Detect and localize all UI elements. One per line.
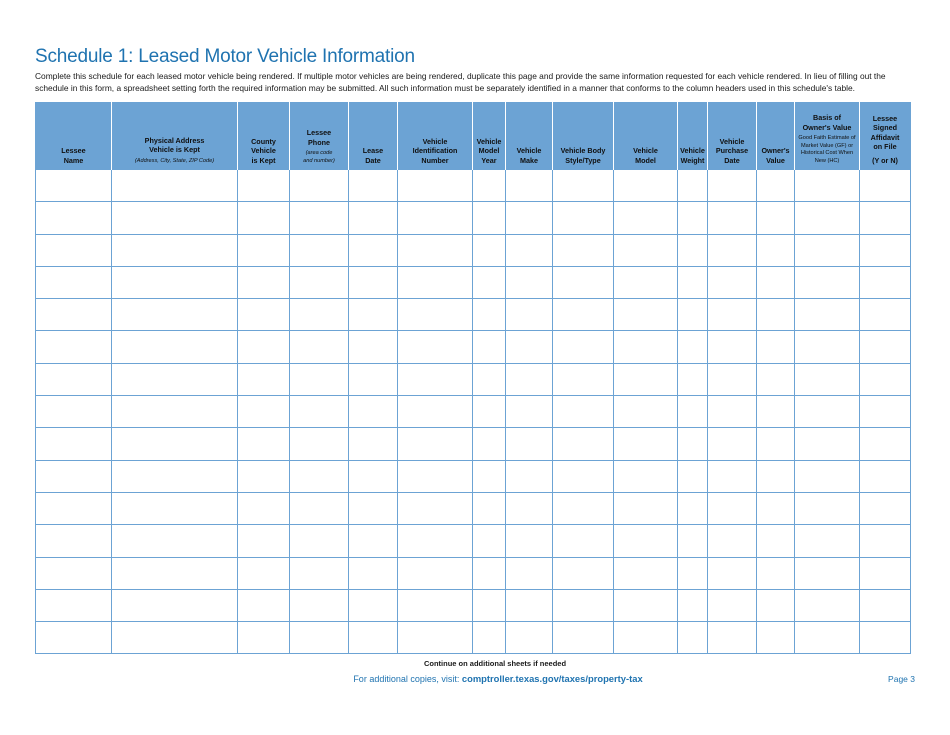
table-cell[interactable] — [708, 234, 757, 266]
table-cell[interactable] — [795, 266, 860, 298]
table-cell[interactable] — [349, 170, 398, 202]
table-row — [36, 589, 911, 621]
table-cell[interactable] — [36, 525, 112, 557]
table-cell[interactable] — [553, 396, 614, 428]
table-cell[interactable] — [708, 202, 757, 234]
table-cell[interactable] — [708, 492, 757, 524]
table-cell[interactable] — [795, 299, 860, 331]
table-cell[interactable] — [795, 428, 860, 460]
column-header — [112, 102, 238, 170]
table-cell[interactable] — [238, 234, 290, 266]
instructions-paragraph: Complete this schedule for each leased motor vehicle being rendered. If multiple motor vehicles are being rendered, duplicate this page and provide the same information requested for each vehicle rendered. In lieu of filling out the schedule in this form, a spreadsheet setting forth the required information may be submitted. All such information must be separately identified in a manner that conforms to the column headers used in this schedule's table. — [35, 71, 886, 93]
table-cell[interactable] — [553, 525, 614, 557]
column-header — [238, 102, 290, 170]
table-cell[interactable] — [757, 299, 795, 331]
table-cell[interactable] — [112, 363, 238, 395]
table-row — [36, 266, 911, 298]
table-cell[interactable] — [473, 428, 506, 460]
table-cell[interactable] — [614, 622, 678, 654]
table-cell[interactable] — [398, 202, 473, 234]
table-cell[interactable] — [757, 266, 795, 298]
table-cell[interactable] — [860, 234, 911, 266]
table-cell[interactable] — [506, 299, 553, 331]
table-cell[interactable] — [506, 492, 553, 524]
column-header — [860, 102, 911, 170]
table-cell[interactable] — [398, 557, 473, 589]
table-row — [36, 396, 911, 428]
table-cell[interactable] — [290, 525, 349, 557]
table-cell[interactable] — [708, 525, 757, 557]
table-cell[interactable] — [506, 266, 553, 298]
table-cell[interactable] — [112, 202, 238, 234]
table-cell[interactable] — [398, 396, 473, 428]
column-header — [349, 102, 398, 170]
table-cell[interactable] — [795, 525, 860, 557]
table-cell[interactable] — [349, 202, 398, 234]
table-row — [36, 170, 911, 202]
column-header-label: Vehicle Identification Number — [412, 136, 458, 165]
column-header-note: (area code and number) — [303, 150, 335, 164]
table-cell[interactable] — [290, 622, 349, 654]
table-cell[interactable] — [678, 234, 708, 266]
table-cell[interactable] — [506, 525, 553, 557]
table-cell[interactable] — [860, 589, 911, 621]
table-cell[interactable] — [290, 266, 349, 298]
column-header-label: Vehicle Purchase Date — [715, 136, 749, 165]
table-cell[interactable] — [349, 299, 398, 331]
table-cell[interactable] — [860, 557, 911, 589]
table-cell[interactable] — [238, 170, 290, 202]
table-row — [36, 299, 911, 331]
table-cell[interactable] — [860, 525, 911, 557]
table-cell[interactable] — [553, 331, 614, 363]
table-cell[interactable] — [398, 589, 473, 621]
table-cell[interactable] — [112, 525, 238, 557]
table-row — [36, 557, 911, 589]
table-cell[interactable] — [757, 170, 795, 202]
table-cell[interactable] — [473, 299, 506, 331]
column-header-label: County Vehicle is Kept — [251, 136, 276, 165]
table-cell[interactable] — [795, 234, 860, 266]
table-cell[interactable] — [614, 525, 678, 557]
column-header-note: (Address, City, State, ZIP Code) — [134, 157, 215, 164]
table-cell[interactable] — [398, 331, 473, 363]
table-cell[interactable] — [473, 331, 506, 363]
table-cell[interactable] — [238, 557, 290, 589]
table-cell[interactable] — [708, 170, 757, 202]
column-header — [757, 102, 795, 170]
table-cell[interactable] — [678, 589, 708, 621]
table-cell[interactable] — [349, 234, 398, 266]
table-cell[interactable] — [349, 622, 398, 654]
table-cell[interactable] — [290, 589, 349, 621]
column-header-note: Good Faith Estimate of Market Value (GF) or Historical Cost When New (HC) — [798, 135, 856, 164]
table-cell[interactable] — [757, 492, 795, 524]
table-row — [36, 202, 911, 234]
table-cell[interactable] — [614, 589, 678, 621]
copies-url-link[interactable]: comptroller.texas.gov/taxes/property-tax — [461, 673, 643, 684]
table-cell[interactable] — [795, 170, 860, 202]
table-cell[interactable] — [238, 525, 290, 557]
table-cell[interactable] — [112, 331, 238, 363]
table-cell[interactable] — [349, 396, 398, 428]
table-cell[interactable] — [349, 557, 398, 589]
table-cell[interactable] — [36, 428, 112, 460]
table-cell[interactable] — [708, 363, 757, 395]
table-cell[interactable] — [614, 428, 678, 460]
table-cell[interactable] — [708, 396, 757, 428]
table-row — [36, 331, 911, 363]
table-cell[interactable] — [506, 170, 553, 202]
table-cell[interactable] — [553, 589, 614, 621]
table-cell[interactable] — [757, 331, 795, 363]
table-cell[interactable] — [678, 331, 708, 363]
table-cell[interactable] — [290, 299, 349, 331]
table-body — [36, 170, 911, 654]
table-cell[interactable] — [860, 396, 911, 428]
table-cell[interactable] — [678, 622, 708, 654]
table-cell[interactable] — [678, 363, 708, 395]
table-cell[interactable] — [614, 170, 678, 202]
table-cell[interactable] — [678, 460, 708, 492]
table-cell[interactable] — [473, 589, 506, 621]
table-cell[interactable] — [473, 266, 506, 298]
column-header — [290, 102, 349, 170]
table-cell[interactable] — [398, 299, 473, 331]
table-cell[interactable] — [290, 202, 349, 234]
table-cell[interactable] — [238, 589, 290, 621]
table-cell[interactable] — [290, 492, 349, 524]
table-cell[interactable] — [473, 557, 506, 589]
copies-prefix: For additional copies, visit: — [353, 674, 462, 684]
table-cell[interactable] — [473, 170, 506, 202]
table-cell[interactable] — [238, 202, 290, 234]
table-cell[interactable] — [36, 492, 112, 524]
table-cell[interactable] — [506, 557, 553, 589]
table-cell[interactable] — [678, 202, 708, 234]
table-cell[interactable] — [398, 525, 473, 557]
table-cell[interactable] — [757, 525, 795, 557]
table-cell[interactable] — [506, 589, 553, 621]
table-cell[interactable] — [860, 363, 911, 395]
table-cell[interactable] — [36, 460, 112, 492]
table-cell[interactable] — [36, 331, 112, 363]
table-cell[interactable] — [36, 589, 112, 621]
table-cell[interactable] — [238, 428, 290, 460]
table-cell[interactable] — [473, 492, 506, 524]
table-cell[interactable] — [795, 363, 860, 395]
table-row — [36, 428, 911, 460]
table-cell[interactable] — [238, 492, 290, 524]
table-cell[interactable] — [112, 460, 238, 492]
table-cell[interactable] — [553, 299, 614, 331]
table-row — [36, 460, 911, 492]
column-header — [506, 102, 553, 170]
table-cell[interactable] — [757, 202, 795, 234]
column-header — [795, 102, 860, 170]
table-cell[interactable] — [506, 622, 553, 654]
table-cell[interactable] — [290, 363, 349, 395]
column-header-label: Vehicle Model Year — [476, 136, 502, 165]
table-cell[interactable] — [614, 557, 678, 589]
table-cell[interactable] — [112, 234, 238, 266]
table-cell[interactable] — [757, 396, 795, 428]
table-cell[interactable] — [614, 331, 678, 363]
table-cell[interactable] — [553, 202, 614, 234]
table-cell[interactable] — [36, 363, 112, 395]
table-cell[interactable] — [553, 428, 614, 460]
table-cell[interactable] — [708, 266, 757, 298]
table-cell[interactable] — [860, 331, 911, 363]
table-cell[interactable] — [290, 331, 349, 363]
table-cell[interactable] — [795, 331, 860, 363]
table-cell[interactable] — [36, 234, 112, 266]
column-header — [36, 102, 112, 170]
table-cell[interactable] — [112, 622, 238, 654]
table-cell[interactable] — [708, 428, 757, 460]
table-cell[interactable] — [36, 170, 112, 202]
table-cell[interactable] — [506, 331, 553, 363]
table-cell[interactable] — [678, 492, 708, 524]
column-header-label: Vehicle Make — [516, 146, 542, 165]
table-cell[interactable] — [678, 299, 708, 331]
table-cell[interactable] — [473, 234, 506, 266]
table-cell[interactable] — [398, 363, 473, 395]
table-cell[interactable] — [757, 460, 795, 492]
table-cell[interactable] — [349, 460, 398, 492]
column-header-label: Basis of Owner's Value — [802, 113, 852, 132]
column-header-label: Physical Address Vehicle is Kept — [144, 135, 205, 154]
table-cell[interactable] — [553, 622, 614, 654]
table-cell[interactable] — [290, 428, 349, 460]
page-number: Page 3 — [888, 674, 915, 684]
table-cell[interactable] — [238, 266, 290, 298]
table-cell[interactable] — [757, 589, 795, 621]
column-header-label: Lease Date — [362, 146, 384, 165]
table-cell[interactable] — [473, 396, 506, 428]
table-row — [36, 234, 911, 266]
column-header — [553, 102, 614, 170]
table-cell[interactable] — [290, 170, 349, 202]
table-cell[interactable] — [238, 331, 290, 363]
column-header-label: Vehicle Model — [633, 146, 658, 165]
table-cell[interactable] — [398, 170, 473, 202]
table-cell[interactable] — [290, 460, 349, 492]
table-cell[interactable] — [112, 299, 238, 331]
table-cell[interactable] — [757, 363, 795, 395]
table-cell[interactable] — [708, 460, 757, 492]
table-cell[interactable] — [860, 170, 911, 202]
table-cell[interactable] — [506, 363, 553, 395]
table-cell[interactable] — [112, 396, 238, 428]
table-cell[interactable] — [506, 460, 553, 492]
table-cell[interactable] — [708, 589, 757, 621]
table-cell[interactable] — [678, 557, 708, 589]
column-header — [398, 102, 473, 170]
table-cell[interactable] — [349, 266, 398, 298]
column-header-label: Lessee Signed Affidavit on File — [870, 113, 900, 151]
table-cell[interactable] — [349, 331, 398, 363]
table-cell[interactable] — [757, 428, 795, 460]
table-cell[interactable] — [238, 622, 290, 654]
table-cell[interactable] — [553, 266, 614, 298]
table-cell[interactable] — [473, 460, 506, 492]
column-header-label: Owner's Value — [761, 146, 790, 165]
table-cell[interactable] — [349, 525, 398, 557]
column-header — [678, 102, 708, 170]
table-cell[interactable] — [398, 622, 473, 654]
table-cell[interactable] — [795, 492, 860, 524]
table-cell[interactable] — [398, 492, 473, 524]
table-cell[interactable] — [112, 170, 238, 202]
table-cell[interactable] — [708, 299, 757, 331]
table-row — [36, 622, 911, 654]
table-cell[interactable] — [678, 428, 708, 460]
table-cell[interactable] — [36, 622, 112, 654]
table-cell[interactable] — [614, 202, 678, 234]
table-cell[interactable] — [795, 396, 860, 428]
table-cell[interactable] — [349, 428, 398, 460]
table-header-row — [36, 102, 911, 170]
table-cell[interactable] — [614, 492, 678, 524]
table-cell[interactable] — [506, 396, 553, 428]
table-cell[interactable] — [349, 589, 398, 621]
table-cell[interactable] — [473, 202, 506, 234]
table-cell[interactable] — [553, 170, 614, 202]
table-cell[interactable] — [614, 396, 678, 428]
table-cell[interactable] — [678, 266, 708, 298]
table-cell[interactable] — [553, 492, 614, 524]
table-cell[interactable] — [708, 331, 757, 363]
table-cell[interactable] — [860, 266, 911, 298]
table-cell[interactable] — [860, 622, 911, 654]
table-cell[interactable] — [614, 299, 678, 331]
table-cell[interactable] — [553, 363, 614, 395]
table-cell[interactable] — [795, 202, 860, 234]
table-cell[interactable] — [36, 266, 112, 298]
column-header-label: Lessee Phone — [306, 128, 332, 147]
table-cell[interactable] — [860, 492, 911, 524]
table-cell[interactable] — [553, 557, 614, 589]
table-row — [36, 363, 911, 395]
table-cell[interactable] — [473, 622, 506, 654]
table-cell[interactable] — [506, 234, 553, 266]
table-cell[interactable] — [398, 266, 473, 298]
table-cell[interactable] — [36, 396, 112, 428]
table-row — [36, 525, 911, 557]
table-cell[interactable] — [795, 460, 860, 492]
column-header-footnote: (Y or N) — [872, 155, 898, 165]
copies-line — [0, 673, 950, 684]
table-cell[interactable] — [553, 234, 614, 266]
table-cell[interactable] — [795, 622, 860, 654]
table-cell[interactable] — [290, 396, 349, 428]
table-cell[interactable] — [614, 363, 678, 395]
table-cell[interactable] — [678, 525, 708, 557]
continue-note: Continue on additional sheets if needed — [423, 659, 567, 668]
table-cell[interactable] — [36, 299, 112, 331]
table-cell[interactable] — [860, 460, 911, 492]
table-cell[interactable] — [860, 299, 911, 331]
table-cell[interactable] — [290, 557, 349, 589]
table-cell[interactable] — [473, 363, 506, 395]
table-cell[interactable] — [614, 234, 678, 266]
table-cell[interactable] — [112, 266, 238, 298]
column-header — [614, 102, 678, 170]
table-cell[interactable] — [678, 170, 708, 202]
table-cell[interactable] — [349, 492, 398, 524]
table-cell[interactable] — [506, 428, 553, 460]
table-cell[interactable] — [553, 460, 614, 492]
table-cell[interactable] — [795, 557, 860, 589]
table-cell[interactable] — [757, 622, 795, 654]
column-header — [473, 102, 506, 170]
table-row — [36, 492, 911, 524]
column-header-label: Vehicle Body Style/Type — [560, 146, 606, 165]
table-cell[interactable] — [36, 202, 112, 234]
table-cell[interactable] — [112, 589, 238, 621]
table-cell[interactable] — [112, 492, 238, 524]
table-cell[interactable] — [238, 363, 290, 395]
table-cell[interactable] — [238, 460, 290, 492]
page-title: Schedule 1: Leased Motor Vehicle Information — [35, 46, 415, 67]
table-cell[interactable] — [795, 589, 860, 621]
table-cell[interactable] — [614, 460, 678, 492]
table-cell[interactable] — [398, 234, 473, 266]
table-cell[interactable] — [678, 396, 708, 428]
table-cell[interactable] — [349, 363, 398, 395]
table-cell[interactable] — [506, 202, 553, 234]
table-cell[interactable] — [708, 622, 757, 654]
table-cell[interactable] — [614, 266, 678, 298]
table-cell[interactable] — [708, 557, 757, 589]
column-header — [708, 102, 757, 170]
table-cell[interactable] — [757, 234, 795, 266]
table-cell[interactable] — [112, 557, 238, 589]
column-header-label: Lessee Name — [61, 146, 86, 165]
table-cell[interactable] — [290, 234, 349, 266]
column-header-label: Vehicle Weight — [680, 146, 705, 165]
table-cell[interactable] — [112, 428, 238, 460]
table-cell[interactable] — [398, 460, 473, 492]
table-cell[interactable] — [36, 557, 112, 589]
table-cell[interactable] — [860, 202, 911, 234]
leased-vehicle-table — [35, 102, 911, 654]
table-cell[interactable] — [860, 428, 911, 460]
table-cell[interactable] — [238, 396, 290, 428]
table-cell[interactable] — [473, 525, 506, 557]
table-cell[interactable] — [757, 557, 795, 589]
table-cell[interactable] — [238, 299, 290, 331]
table-cell[interactable] — [398, 428, 473, 460]
